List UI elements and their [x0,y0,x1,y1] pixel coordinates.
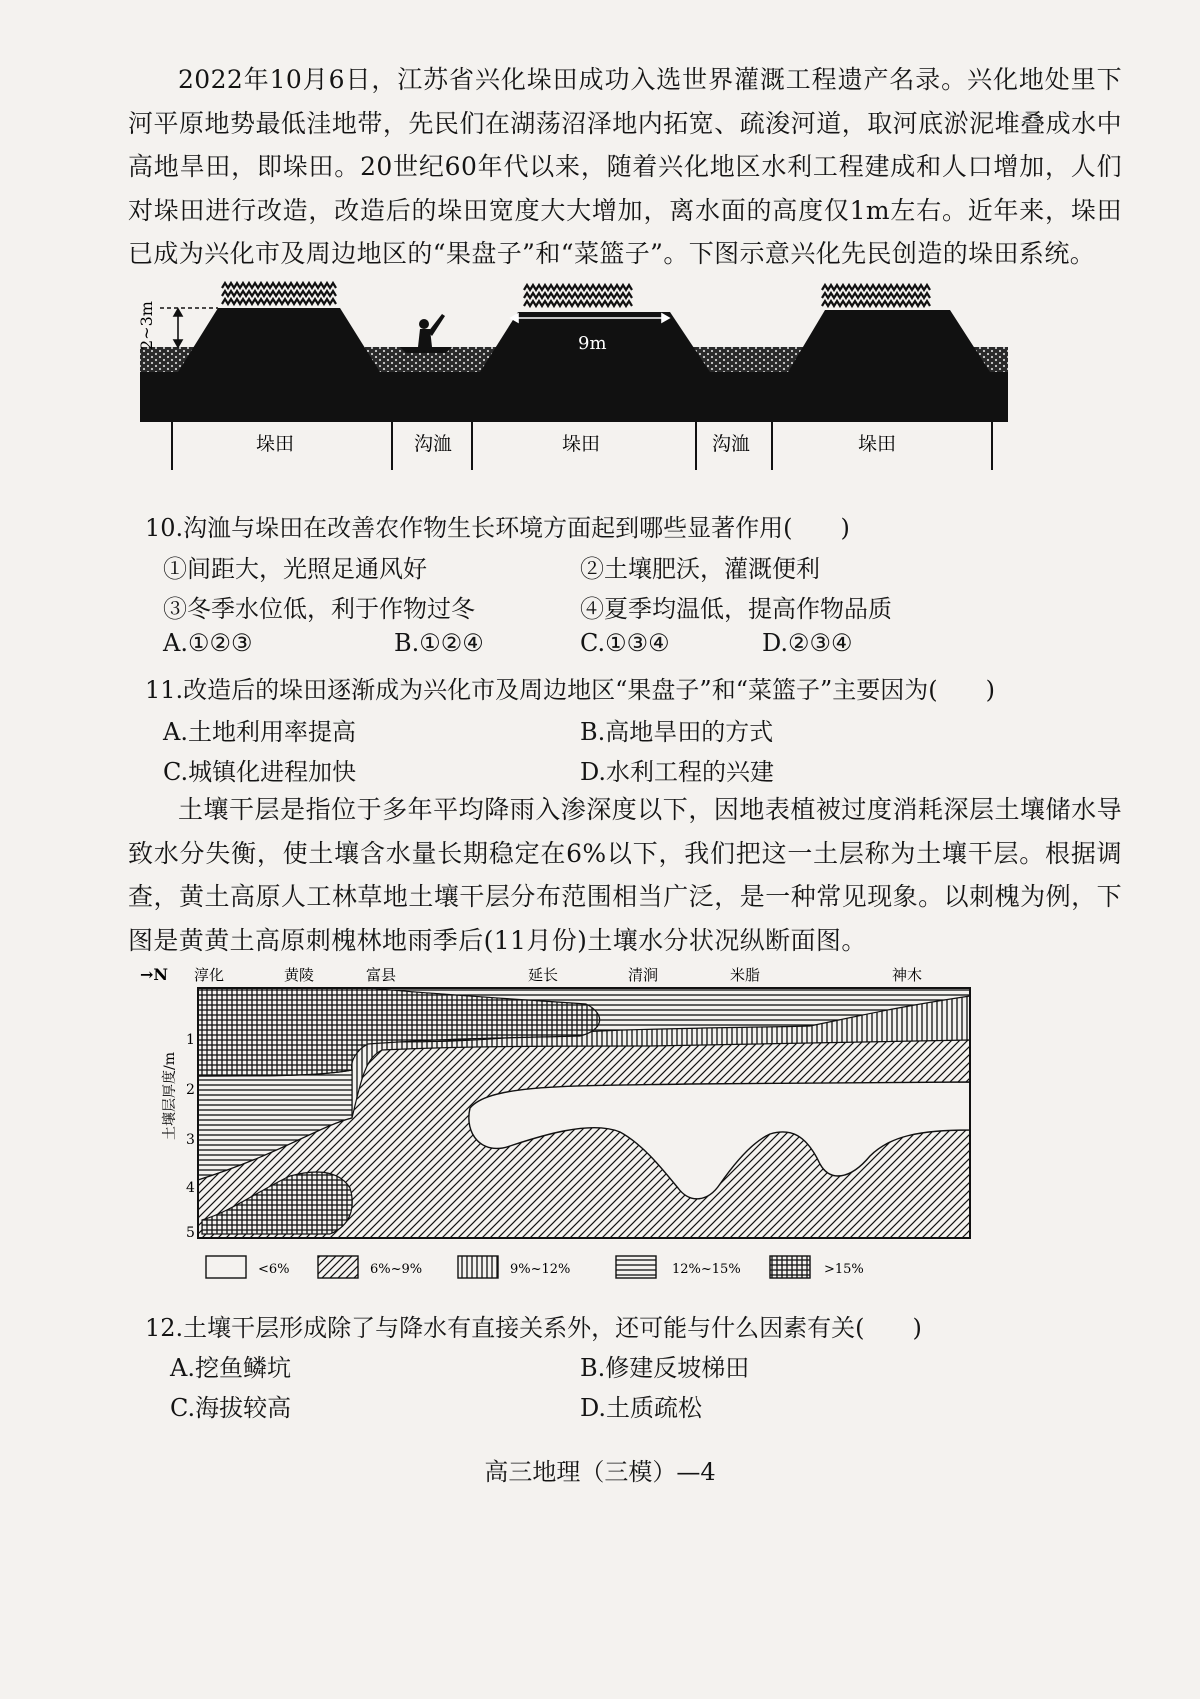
legend-swatch-under-6 [206,1256,246,1278]
q11-option-c: C.城镇化进程加快 [163,758,357,786]
mound-3 [788,310,990,372]
ground-base [140,372,1008,422]
section-label-duotian-1: 垛田 [256,433,295,455]
q10-item-4: ④夏季均温低，提高作物品质 [580,595,892,623]
town-qingjian: 清涧 [628,966,659,984]
section-label-gouxu-1: 沟洫 [414,433,453,455]
town-yanchang: 延长 [528,966,559,984]
section-label-duotian-2: 垛田 [562,433,601,455]
y-tick-4: 4 [186,1180,195,1196]
section-label-gouxu-2: 沟洫 [712,433,751,455]
farmer-boat-icon [400,314,452,353]
q11-option-b: B.高地旱田的方式 [580,718,774,746]
q10-item-3: ③冬季水位低，利于作物过冬 [163,595,475,623]
q10-option-a: A.①②③ [163,629,253,657]
soil-moisture-diagram [130,958,990,1288]
north-arrow: →N [140,965,169,984]
q10-option-d: D.②③④ [762,629,853,657]
q12-stem: 12.土壤干层形成除了与降水有直接关系外，还可能与什么因素有关( ) [145,1314,922,1342]
q10-item-2: ②土壤肥沃，灌溉便利 [580,555,820,583]
legend-label-6-9: 6%~9% [370,1262,423,1277]
duotian-svg [130,280,1010,480]
q10-stem: 10.沟洫与垛田在改善农作物生长环境方面起到哪些显著作用( ) [145,514,850,542]
legend [206,1256,864,1278]
y-axis-label: 土壤层厚度/m [162,1052,178,1140]
q12-option-a: A.挖鱼鳞坑 [170,1354,291,1382]
town-chunhua: 淳化 [194,966,225,984]
legend-swatch-12-15 [616,1256,656,1278]
legend-swatch-over-15 [770,1256,810,1278]
section-label-duotian-3: 垛田 [858,433,897,455]
legend-label-over-15: >15% [824,1262,864,1277]
legend-label-under-6: <6% [258,1262,290,1277]
town-mizhi: 米脂 [730,966,761,984]
page-footer: 高三地理（三模）—4 [484,1458,716,1486]
height-label: 2~3m [137,301,156,350]
town-shenmu: 神木 [892,966,923,984]
passage-soil-dry-layer: 土壤干层是指位于多年平均降雨入渗深度以下，因地表植被过度消耗深层土壤储水导致水分失衡，使土壤含水量长期稳定在6%以下，我们把这一土层称为土壤干层。根据调查，黄土高原人工林草地土壤干层分布范围相当广泛，是一种常见现象。以刺槐为例，下图是黄黄土高原刺槐林地雨季后(11月份)土壤水分状况纵断面图。 [128,795,1122,955]
q10-option-b: B.①②④ [394,629,484,657]
q10-option-c: C.①③④ [580,629,670,657]
soil-moisture-svg [130,958,990,1288]
q10-item-1: ①间距大，光照足通风好 [163,555,427,583]
q11-option-a: A.土地利用率提高 [163,718,356,746]
moisture-zones [198,988,970,1238]
y-tick-5: 5 [186,1225,195,1241]
crops [222,283,930,306]
town-huangling: 黄陵 [284,966,315,984]
legend-label-12-15: 12%~15% [672,1262,741,1277]
width-label: 9m [578,333,607,354]
passage-duotian: 2022年10月6日，江苏省兴化垛田成功入选世界灌溉工程遗产名录。兴化地处里下河平原地势最低洼地带，先民们在湖荡沼泽地内拓宽、疏浚河道，取河底淤泥堆叠成水中高地旱田，即垛田。20世纪60年代以来，随着兴化地区水利工程建成和人口增加，人们对垛田进行改造，改造后的垛田宽度大大增加，离水面的高度仅1m左右。近年来，垛田已成为兴化市及周边地区的“果盘子”和“菜篮子”。下图示意兴化先民创造的垛田系统。 [128,65,1122,268]
legend-label-9-12: 9%~12% [510,1262,571,1277]
y-tick-2: 2 [186,1082,195,1098]
q12-option-c: C.海拔较高 [170,1394,292,1422]
legend-swatch-9-12 [458,1256,498,1278]
q11-stem: 11.改造后的垛田逐渐成为兴化市及周边地区“果盘子”和“菜篮子”主要因为( ) [145,676,995,704]
y-tick-1: 1 [186,1032,195,1048]
duotian-diagram [130,280,1010,480]
q12-option-d: D.土质疏松 [580,1394,703,1422]
town-fuxian: 富县 [366,966,397,984]
y-tick-3: 3 [186,1132,195,1148]
q11-option-d: D.水利工程的兴建 [580,758,775,786]
q12-option-b: B.修建反坡梯田 [580,1354,750,1382]
mound-1 [178,308,380,372]
legend-swatch-6-9 [318,1256,358,1278]
